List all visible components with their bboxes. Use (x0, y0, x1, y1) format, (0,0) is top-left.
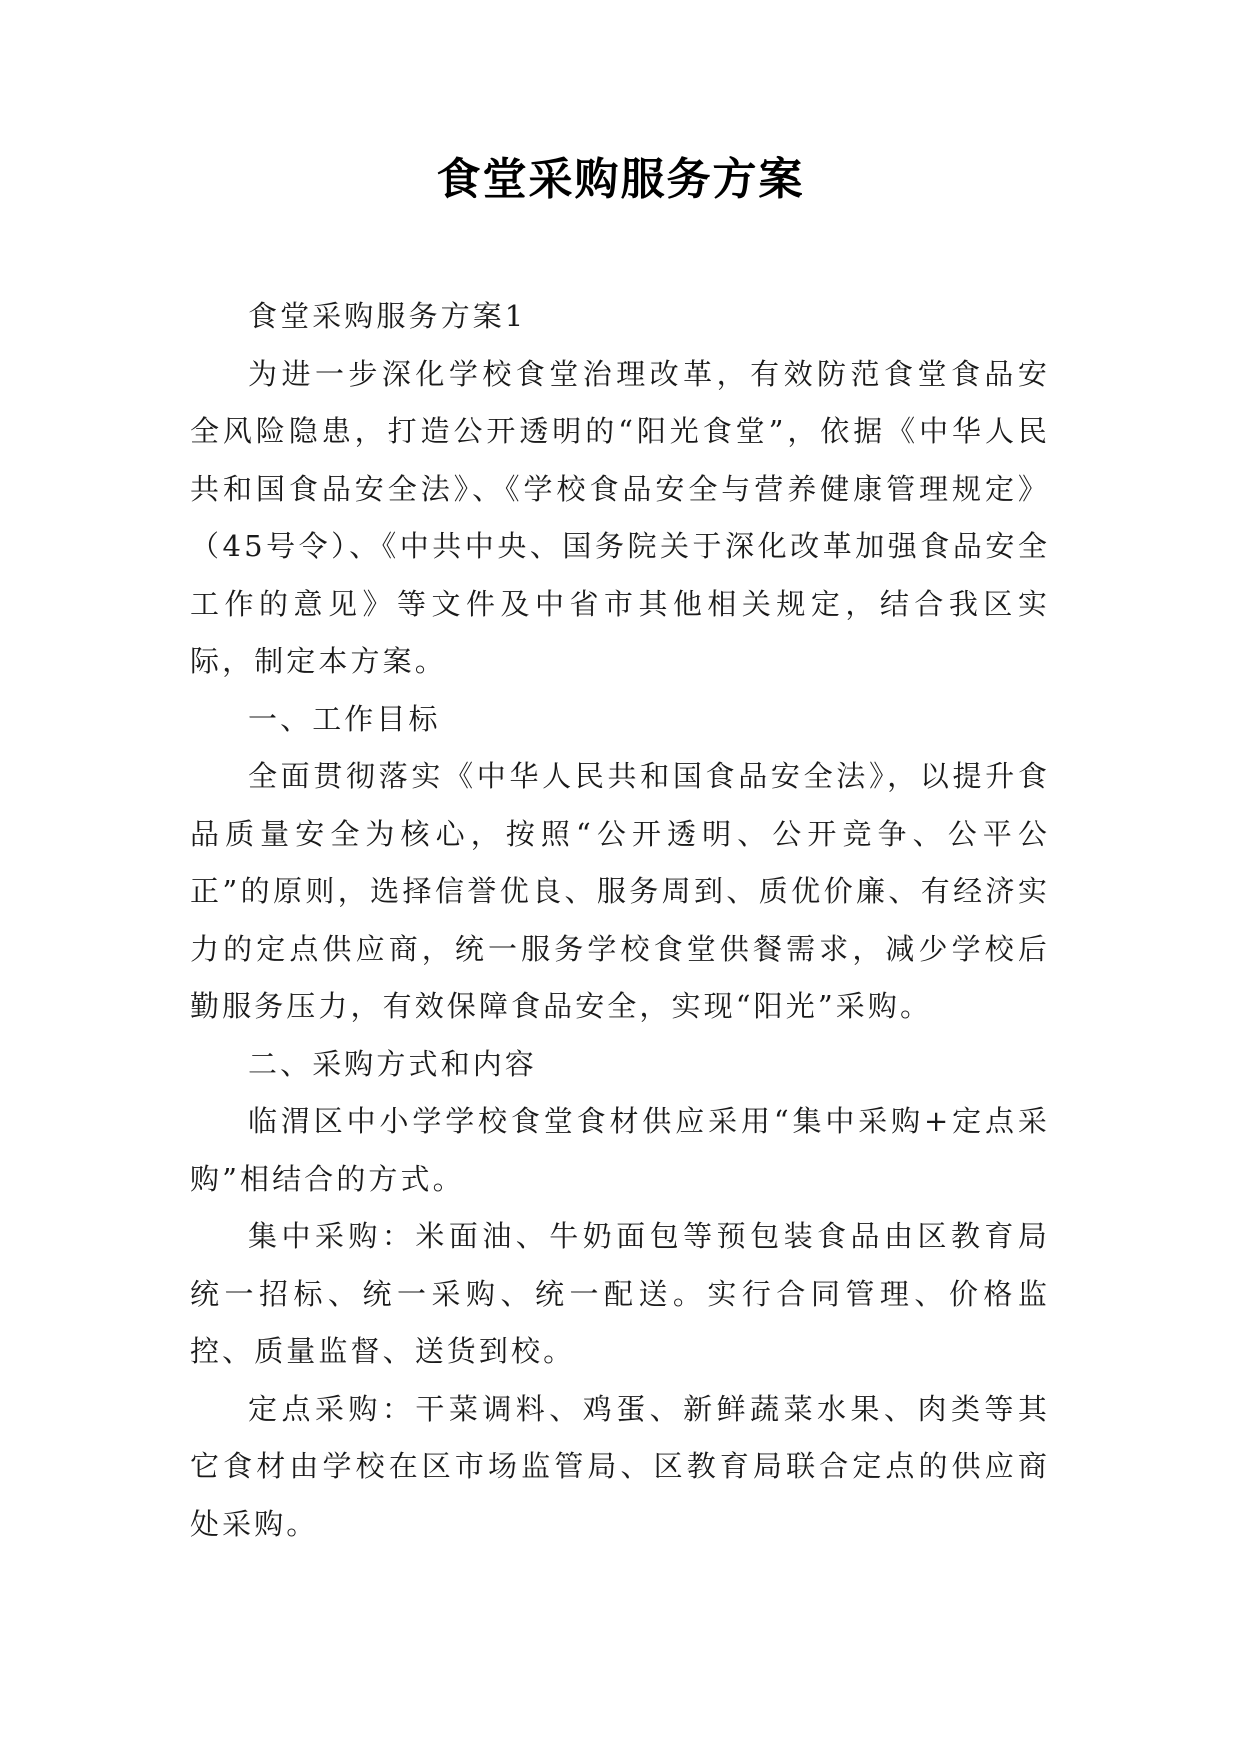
designated-procurement-paragraph: 定点采购：干菜调料、鸡蛋、新鲜蔬菜水果、肉类等其它食材由学校在区市场监管局、区教育局联合定点的供应商处采购。 (190, 1391, 1050, 1541)
centralized-procurement-paragraph: 集中采购：米面油、牛奶面包等预包装食品由区教育局统一招标、统一采购、统一配送。实行合同管理、价格监控、质量监督、送货到校。 (190, 1219, 1050, 1368)
goals-paragraph: 全面贯彻落实《中华人民共和国食品安全法》，以提升食品质量安全为核心，按照“公开透明、公开竞争、公平公正”的原则，选择信誉优良、服务周到、质优价廉、有经济实力的定点供应商，统一服务学校食堂供餐需求，减少学校后勤服务压力，有效保障食品安全，实现“阳光”采购。 (190, 759, 1050, 1023)
document-body (190, 288, 1050, 1553)
section-heading-procurement: 二、采购方式和内容 (248, 1046, 537, 1081)
section-heading-plan-1: 食堂采购服务方案1 (248, 299, 527, 333)
procurement-paragraph: 临渭区中小学学校食堂食材供应采用“集中采购+定点采购”相结合的方式。 (190, 1104, 1050, 1196)
document-title: 食堂采购服务方案 (436, 154, 805, 205)
intro-paragraph: 为进一步深化学校食堂治理改革，有效防范食堂食品安全风险隐患，打造公开透明的“阳光食堂”，依据《中华人民共和国食品安全法》、《学校食品安全与营养健康管理规定》（45号令）、《中共中央、国务院关于深化改革加强食品安全工作的意见》等文件及中省市其他相关规定，结合我区实际，制定本方案。 (190, 356, 1050, 678)
section-heading-goals: 一、工作目标 (248, 701, 441, 736)
